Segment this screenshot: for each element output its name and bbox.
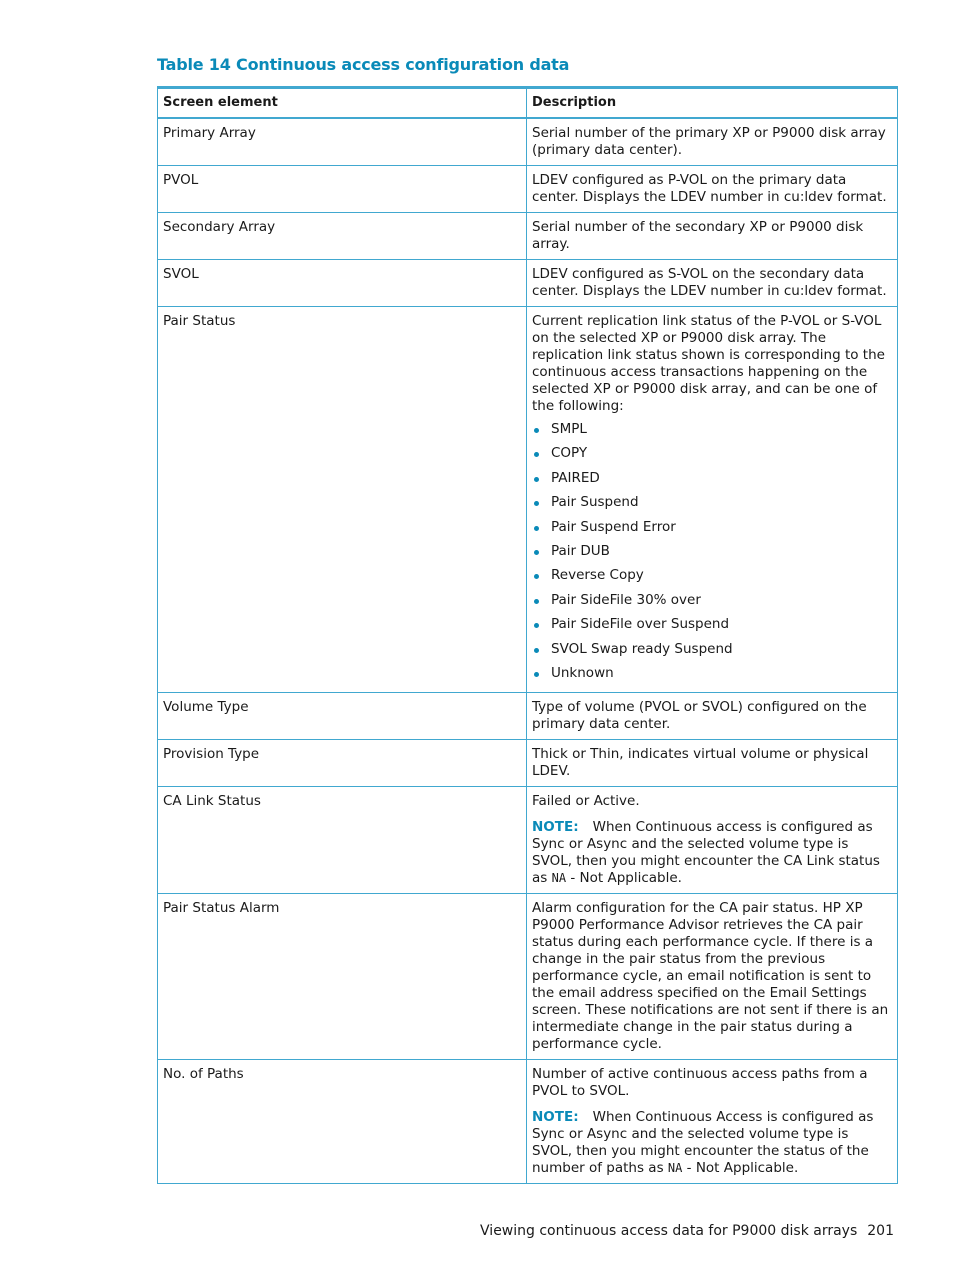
status-option: Reverse Copy [532, 567, 892, 584]
cell-description [527, 1059, 898, 1183]
table-row [158, 692, 898, 739]
description-text: LDEV configured as P-VOL on the primary data center. Displays the LDEV number in cu:ldev format. [532, 172, 887, 205]
cell-element: Pair Status [158, 307, 527, 693]
note-tail: - Not Applicable. [686, 1159, 799, 1176]
cell-description [527, 307, 898, 693]
description-text: Alarm configuration for the CA pair status. HP XP P9000 Performance Advisor retrieves the CA pair status during each performance cycle. If there is a change in the pair status from the previous performance cycle, an email notification is sent to the email address specified on the Email Settings screen. These notifications are not sent if there is an intermediate change in the pair status during a performance cycle. [532, 899, 889, 1052]
table-row [158, 260, 898, 307]
config-table [157, 86, 898, 1184]
cell-element: Pair Status Alarm [158, 893, 527, 1059]
table-header-row [158, 88, 898, 119]
cell-element: Primary Array [158, 118, 527, 166]
status-option: SMPL [532, 421, 892, 438]
description-text: Failed or Active. [532, 792, 640, 809]
table-caption: Table 14 Continuous access configuration data [157, 55, 570, 74]
cell-description [527, 260, 898, 307]
cell-element: No. of Paths [158, 1059, 527, 1183]
cell-description [527, 692, 898, 739]
cell-description [527, 739, 898, 786]
note-tail: - Not Applicable. [570, 869, 682, 886]
note-text: When Continuous access is configured as Sync or Async and the selected volume type is SVOL, then you might encounter the CA Link status as [532, 818, 880, 886]
table-row [158, 213, 898, 260]
status-option: Pair Suspend [532, 494, 892, 511]
description-text: Thick or Thin, indicates virtual volume or physical LDEV. [532, 745, 869, 779]
cell-description [527, 118, 898, 166]
cell-description [527, 893, 898, 1059]
table-row [158, 166, 898, 213]
description-text: Type of volume (PVOL or SVOL) configured on the primary data center. [532, 698, 867, 732]
table-row [158, 786, 898, 893]
table-row [158, 739, 898, 786]
note-label: NOTE: [532, 1108, 579, 1125]
note-label: NOTE: [532, 818, 579, 835]
description-text: LDEV configured as S-VOL on the secondary data center. Displays the LDEV number in cu:ldev format. [532, 266, 887, 299]
status-option: Pair SideFile 30% over [532, 592, 892, 609]
cell-element: Volume Type [158, 692, 527, 739]
cell-element: CA Link Status [158, 786, 527, 893]
status-option: Pair DUB [532, 543, 892, 560]
header-screen-element: Screen element [158, 88, 527, 119]
table-row [158, 1059, 898, 1183]
status-option: PAIRED [532, 470, 892, 487]
note-code: NA [667, 1160, 683, 1175]
table-row [158, 307, 898, 693]
status-option: Unknown [532, 665, 892, 682]
page-number: 201 [867, 1223, 894, 1239]
note-text: When Continuous Access is configured as Sync or Async and the selected volume type is SVOL, then you might encounter the status of the number of paths as [532, 1108, 874, 1176]
status-option: SVOL Swap ready Suspend [532, 641, 892, 658]
page-footer [480, 1223, 894, 1239]
status-option: Pair SideFile over Suspend [532, 616, 892, 633]
cell-element: PVOL [158, 166, 527, 213]
status-options-list [532, 421, 892, 682]
note [532, 1109, 892, 1177]
cell-element: SVOL [158, 260, 527, 307]
table-row [158, 893, 898, 1059]
header-description: Description [527, 88, 898, 119]
note [532, 819, 892, 887]
footer-text: Viewing continuous access data for P9000 disk arrays [480, 1223, 858, 1239]
description-text: Number of active continuous access paths from a PVOL to SVOL. [532, 1065, 868, 1099]
description-text: Current replication link status of the P-VOL or S-VOL on the selected XP or P9000 disk array. The replication link status shown is corresponding to the continuous access transactions happening on the selected XP or P9000 disk array, and can be one of the following: [532, 313, 885, 414]
table-row [158, 118, 898, 166]
cell-element: Provision Type [158, 739, 527, 786]
note-code: NA [551, 870, 567, 885]
description-text: Serial number of the primary XP or P9000 disk array (primary data center). [532, 125, 886, 158]
status-option: Pair Suspend Error [532, 519, 892, 536]
description-text: Serial number of the secondary XP or P9000 disk array. [532, 219, 864, 252]
cell-description [527, 213, 898, 260]
cell-description [527, 786, 898, 893]
cell-description [527, 166, 898, 213]
cell-element: Secondary Array [158, 213, 527, 260]
status-option: COPY [532, 445, 892, 462]
